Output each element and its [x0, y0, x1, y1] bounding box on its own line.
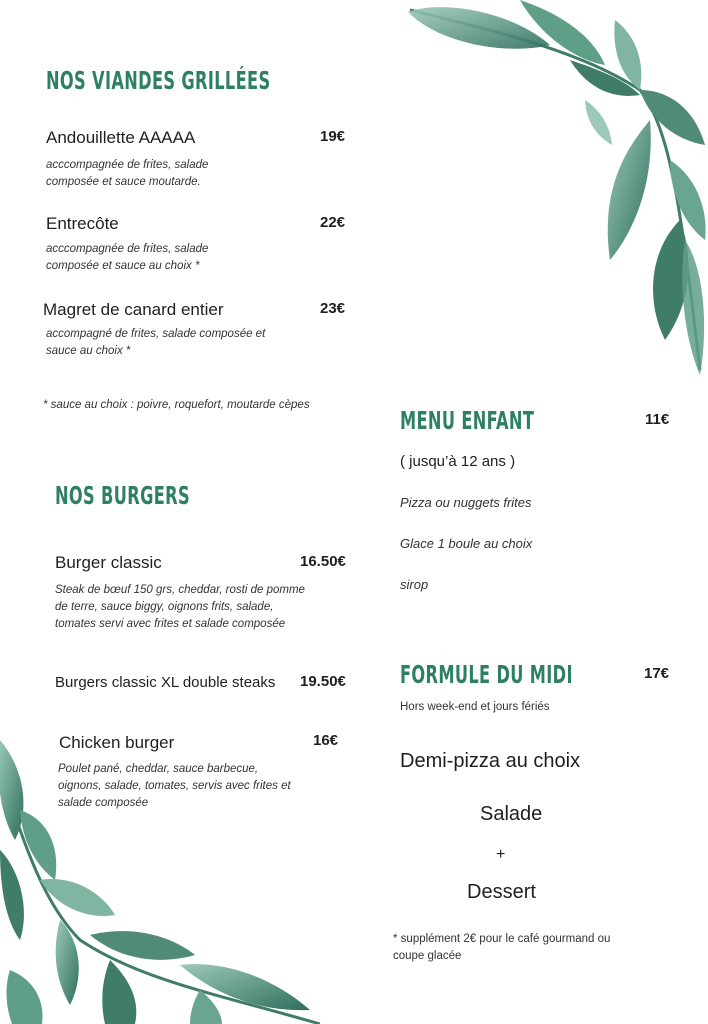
section-title-midi: FORMULE DU MIDI: [400, 660, 573, 689]
enfant-line-1: Pizza ou nuggets frites: [400, 495, 532, 510]
item-price-burger-xl: 19.50€: [300, 673, 346, 690]
section-title-burgers: NOS BURGERS: [55, 481, 191, 510]
item-desc-magret: accompagné de frites, salade composée et sauce au choix *: [46, 328, 266, 357]
item-name-burger-xl: Burgers classic XL double steaks: [55, 674, 276, 691]
item-desc-entrecote: acccompagnée de frites, salade composée et sauce au choix *: [46, 243, 209, 272]
item-price-entrecote: 22€: [320, 214, 346, 231]
midi-line-pizza: Demi-pizza au choix: [400, 750, 581, 772]
item-name-chicken-burger: Chicken burger: [59, 733, 175, 752]
item-name-burger-classic: Burger classic: [55, 553, 162, 572]
item-desc-burger-classic: Steak de bœuf 150 grs, cheddar, rosti de pomme de terre, sauce biggy, oignons frits, salade, tomates servi avec frites et salade composée: [55, 584, 305, 630]
midi-line-salade: Salade: [480, 803, 543, 825]
item-price-magret: 23€: [320, 300, 346, 317]
item-price-burger-classic: 16.50€: [300, 553, 346, 570]
enfant-age-note: ( jusqu’à 12 ans ): [400, 453, 516, 470]
enfant-price: 11€: [645, 411, 670, 428]
sauce-footnote: * sauce au choix : poivre, roquefort, moutarde cèpes: [43, 399, 310, 411]
item-name-andouillette: Andouillette AAAAA: [46, 128, 196, 147]
item-name-entrecote: Entrecôte: [46, 214, 119, 233]
section-title-viandes: NOS VIANDES GRILLÉES: [46, 66, 271, 95]
item-desc-chicken-burger: Poulet pané, cheddar, sauce barbecue, oignons, salade, tomates, servis avec frites et salade composée: [58, 763, 291, 809]
item-name-magret: Magret de canard entier: [43, 300, 224, 319]
section-title-enfant: MENU ENFANT: [400, 406, 535, 435]
item-price-chicken-burger: 16€: [313, 732, 339, 749]
enfant-line-2: Glace 1 boule au choix: [400, 536, 533, 551]
midi-plus: +: [496, 846, 506, 863]
midi-supplement: * supplément 2€ pour le café gourmand ou coupe glacée: [393, 933, 611, 962]
leaf-branch-top-right-icon: [400, 0, 708, 380]
midi-line-dessert: Dessert: [467, 881, 536, 903]
enfant-line-3: sirop: [400, 577, 429, 592]
item-price-andouillette: 19€: [320, 128, 346, 145]
item-desc-andouillette: acccompagnée de frites, salade composée et sauce moutarde.: [46, 159, 209, 188]
midi-price: 17€: [644, 665, 670, 682]
midi-note: Hors week-end et jours fériés: [400, 701, 550, 713]
